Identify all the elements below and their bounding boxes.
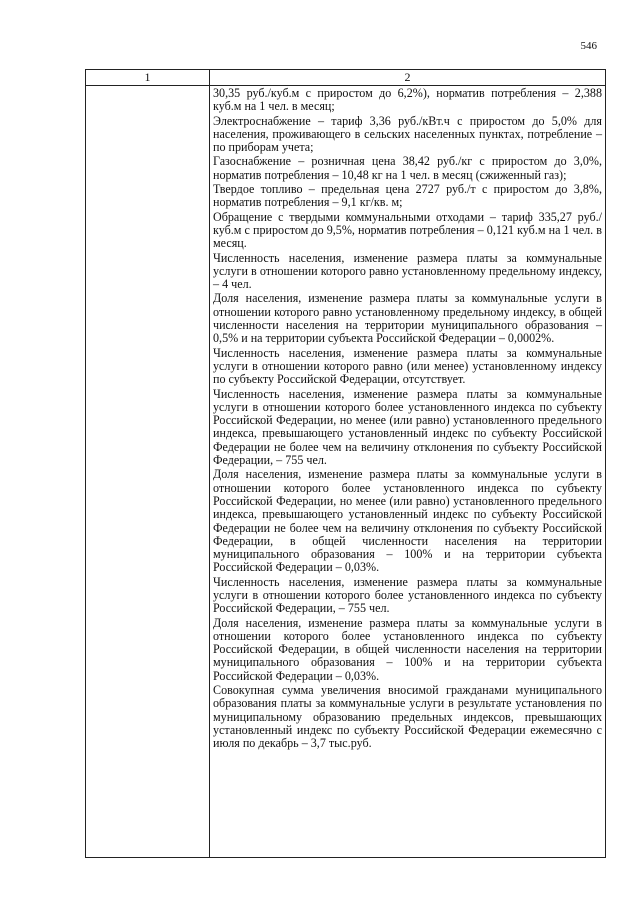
paragraph-population-less: Численность населения, изменение размера платы за коммунальные услуги в отношении которого равно (или менее) установленному индексу по субъекту Российской Федерации, отсутствует. [213, 345, 602, 387]
content-cell [210, 86, 606, 858]
paragraph-population-equal: Численность населения, изменение размера платы за коммунальные услуги в отношении которого равно установленному предельному индексу, – 4 чел. [213, 250, 602, 292]
paragraph-solid-fuel: Твердое топливо – предельная цена 2727 руб./т с приростом до 3,8%, норматив потребления – 9,1 кг/кв. м; [213, 182, 602, 210]
column-header-2: 2 [210, 70, 606, 86]
page-number: 546 [580, 40, 597, 52]
table-row [86, 86, 606, 858]
paragraph-population-more: Численность населения, изменение размера платы за коммунальные услуги в отношении которого более установленного индекса по субъекту Российской Федерации, – 755 чел. [213, 574, 602, 616]
paragraph-share-equal: Доля населения, изменение размера платы за коммунальные услуги в отношении которого равно установленному предельному индексу, в общей численности населения на территории муниципального образования – 0,5% и на территории субъекта Российской Федерации – 0,0002%. [213, 291, 602, 346]
column-header-1: 1 [86, 70, 210, 86]
document-table [85, 69, 606, 858]
paragraph-population-between: Численность населения, изменение размера платы за коммунальные услуги в отношении которого более установленного индекса по субъекту Российской Федерации, но менее (или равно) установленного предельного индекса, превышающего установленный индекс по субъекту Российской Федерации не более чем на величину отклонения по субъекту Российской Федерации, – 755 чел. [213, 386, 602, 468]
paragraph-electricity: Электроснабжение – тариф 3,36 руб./кВт.ч с приростом до 5,0% для населения, проживающего в сельских населенных пунктах, потребление – по приборам учета; [213, 113, 602, 155]
paragraph-total-sum: Совокупная сумма увеличения вносимой гражданами муниципального образования платы за коммунальные услуги в результате установления по муниципальному образованию предельных индексов, превышающих установленный индекс по субъекту Российской Федерации ежемесячно с июля по декабрь – 3,7 тыс.руб. [213, 683, 602, 751]
paragraph-waste: Обращение с твердыми коммунальными отходами – тариф 335,27 руб./куб.м с приростом до 9,5%, норматив потребления – 0,121 куб.м на 1 чел. в месяц. [213, 209, 602, 251]
table-header-row [86, 70, 606, 86]
empty-left-cell [86, 86, 210, 858]
paragraph-water-norm: 30,35 руб./куб.м с приростом до 6,2%), норматив потребления – 2,388 куб.м на 1 чел. в месяц; [213, 86, 602, 114]
paragraph-share-between: Доля населения, изменение размера платы за коммунальные услуги в отношении которого более установленного индекса по субъекту Российской Федерации, но менее (или равно) установленного предельного индекса, превышающего установленный индекс по субъекту Российской Федерации не более чем на величину отклонения по субъекту Российской Федерации, в общей численности населения на территории муниципального образования – 100% и на территории субъекта Российской Федерации – 0,03%. [213, 467, 602, 575]
paragraph-gas: Газоснабжение – розничная цена 38,42 руб./кг с приростом до 3,0%, норматив потребления – 10,48 кг на 1 чел. в месяц (сжиженный газ); [213, 154, 602, 182]
paragraph-share-more: Доля населения, изменение размера платы за коммунальные услуги в отношении которого более установленного индекса по субъекту Российской Федерации, в общей численности населения на территории муниципального образования – 100% и на территории субъекта Российской Федерации – 0,03%. [213, 615, 602, 683]
